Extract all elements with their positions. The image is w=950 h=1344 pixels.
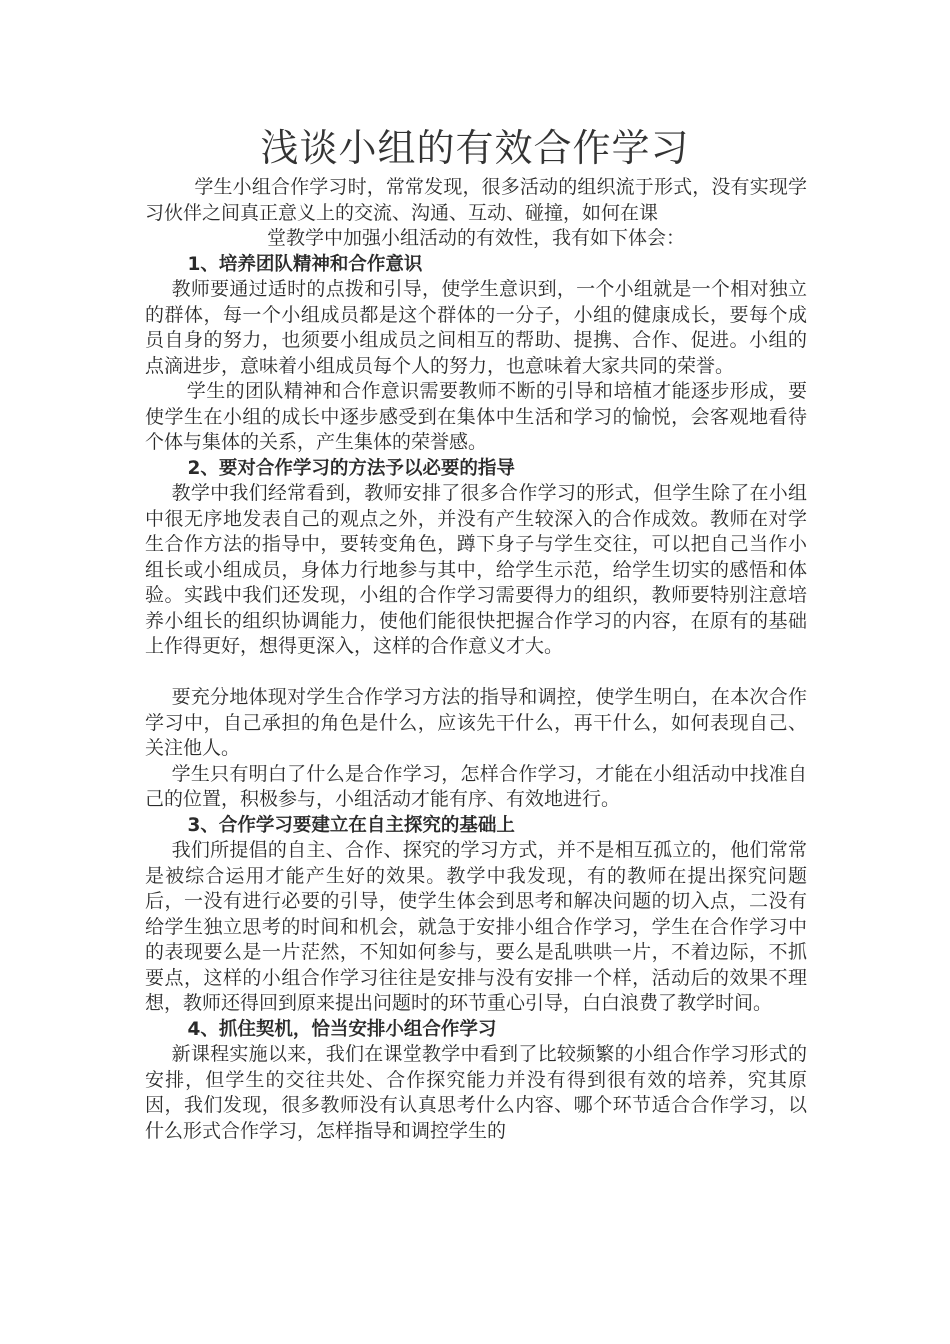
section-2-paragraph-1: 教学中我们经常看到，教师安排了很多合作学习的形式，但学生除了在小组中很无序地发表自己的观点之外，并没有产生较深入的合作成效。教师在对学生合作方法的指导中，要转变角色，蹲下身子与学生交往，可以把自己当作小组长或小组成员，身体力行地参与其中，给学生示范，给学生切实的感悟和体验。实践中我们还发现，小组的合作学习需要得力的组织，教师要特别注意培养小组长的组织协调能力，使他们能很快把握合作学习的内容，在原有的基础上作得更好，想得更深入，这样的合作意义才大。 [145, 482, 807, 657]
intro-paragraph: 学生小组合作学习时，常常发现，很多活动的组织流于形式，没有实现学习伙伴之间真正意义上的交流、沟通、互动、碰撞，如何在课 [145, 176, 807, 224]
section-2-heading: 2、要对合作学习的方法予以必要的指导 [187, 457, 515, 479]
section-1-paragraph-1: 教师要通过适时的点拨和引导，使学生意识到，一个小组就是一个相对独立的群体，每一个小组成员都是这个群体的一分子，小组的健康成长，要每个成员自身的努力，也须要小组成员之间相互的帮助、提携、合作、促进。小组的点滴进步，意味着小组成员每个人的努力，也意味着大家共同的荣誉。 [145, 278, 807, 377]
section-3-heading: 3、合作学习要建立在自主探究的基础上 [187, 814, 515, 836]
section-1-paragraph-2: 学生的团队精神和合作意识需要教师不断的引导和培植才能逐步形成，要使学生在小组的成长中逐步感受到在集体中生活和学习的愉悦，会客观地看待个体与集体的关系，产生集体的荣誉感。 [145, 380, 807, 453]
section-3-paragraph-1: 我们所提倡的自主、合作、探究的学习方式，并不是相互孤立的，他们常常是被综合运用才能产生好的效果。教学中我发现，有的教师在提出探究问题后，一没有进行必要的引导，使学生体会到思考和解决问题的切入点，二没有给学生独立思考的时间和机会，就急于安排小组合作学习，学生在合作学习中的表现要么是一片茫然，不知如何参与，要么是乱哄哄一片，不着边际，不抓要点，这样的小组合作学习往往是安排与没有安排一个样，活动后的效果不理想，教师还得回到原来提出问题时的环节重心引导，白白浪费了教学时间。 [145, 839, 807, 1014]
section-2-paragraph-2: 要充分地体现对学生合作学习方法的指导和调控，使学生明白，在本次合作学习中，自己承担的角色是什么，应该先干什么，再干什么，如何表现自己、关注他人。 [145, 686, 807, 759]
section-4-heading: 4、抓住契机，恰当安排小组合作学习 [187, 1018, 497, 1040]
document-title: 浅谈小组的有效合作学习 [260, 126, 690, 170]
intro-paragraph-tail: 堂教学中加强小组活动的有效性，我有如下体会： [266, 227, 685, 249]
document-body [145, 175, 807, 1144]
section-4-paragraph-1: 新课程实施以来，我们在课堂教学中看到了比较频繁的小组合作学习形式的安排，但学生的交往共处、合作探究能力并没有得到很有效的培养，究其原因，我们发现，很多教师没有认真思考什么内容、哪个环节适合合作学习，以什么形式合作学习，怎样指导和调控学生的 [145, 1043, 807, 1142]
section-2-paragraph-3: 学生只有明白了什么是合作学习，怎样合作学习，才能在小组活动中找准自己的位置，积极参与，小组活动才能有序、有效地进行。 [145, 762, 807, 810]
paragraph-gap [145, 660, 807, 686]
section-1-heading: 1、培养团队精神和合作意识 [187, 253, 423, 275]
